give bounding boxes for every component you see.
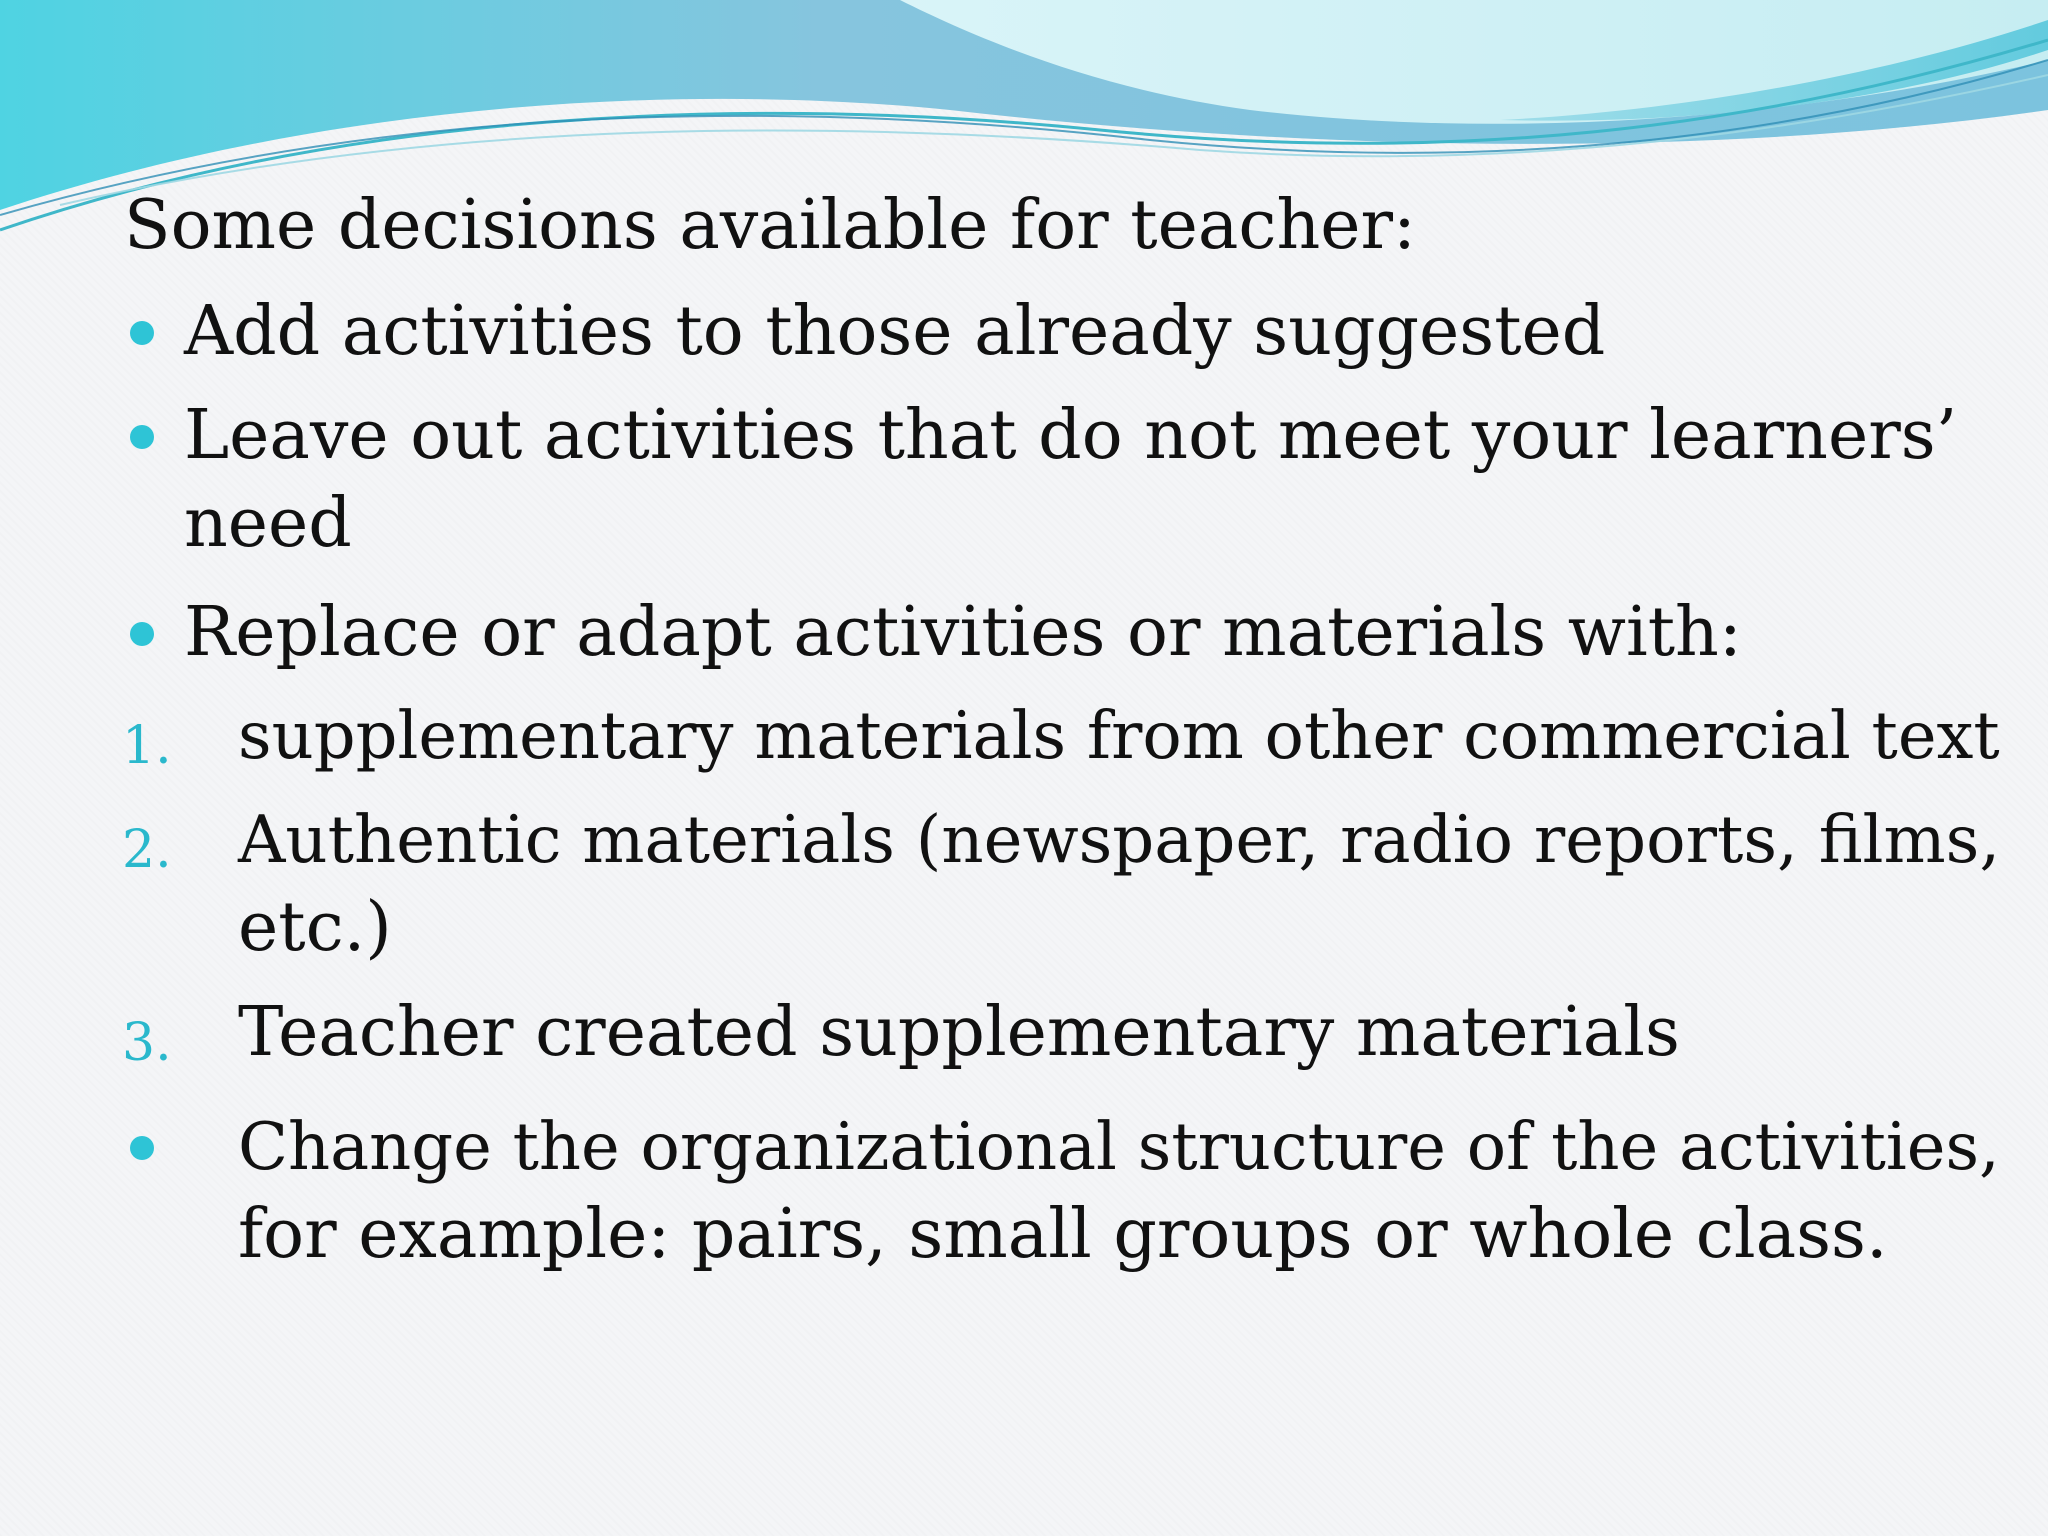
numbered-item-text: Authentic materials (newspaper, radio reports, films, <box>238 802 2001 878</box>
bullet-dot-icon <box>130 425 154 449</box>
list-number: 2. <box>122 820 172 880</box>
bullet-dot-icon <box>130 622 154 646</box>
bullet-dot-icon <box>130 1136 154 1160</box>
bullet-text: Change the organizational structure of the activities, <box>238 1109 2000 1185</box>
bullet-text-continued: for example: pairs, small groups or whole class. <box>238 1195 1888 1274</box>
numbered-item-text-continued: etc.) <box>238 888 392 967</box>
list-number: 3. <box>122 1013 172 1073</box>
bullet-text-continued: need <box>184 484 352 563</box>
bullet-text: Replace or adapt activities or materials with: <box>184 593 1742 672</box>
bullet-dot-icon <box>130 321 154 345</box>
bullet-text: Leave out activities that do not meet your learners’ <box>184 396 1958 475</box>
list-number: 1. <box>122 716 172 776</box>
bullet-text: Add activities to those already suggested <box>184 292 1606 371</box>
numbered-item-text: supplementary materials from other commercial text <box>238 698 2000 774</box>
numbered-item-text: Teacher created supplementary materials <box>238 993 1680 1072</box>
slide-heading: Some decisions available for teacher: <box>124 186 1416 265</box>
